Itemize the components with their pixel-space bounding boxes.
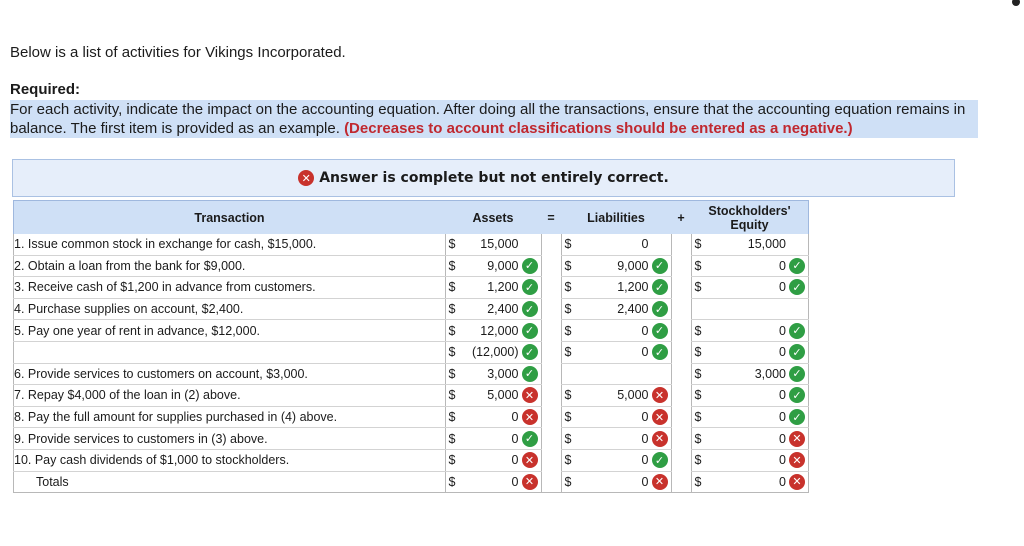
assets-input[interactable]: 0: [511, 474, 519, 489]
assets-input[interactable]: 0: [511, 431, 519, 446]
operator-spacer: [541, 385, 561, 407]
transaction-label: 9. Provide services to customers in (3) above.: [14, 428, 446, 450]
table-row: [14, 449, 809, 471]
liabilities-cell: [561, 406, 671, 428]
incorrect-icon: ✕: [652, 409, 668, 425]
dollar-sign: $: [564, 410, 572, 425]
operator-spacer: [541, 320, 561, 342]
operator-spacer: [671, 385, 691, 407]
check-icon: ✓: [789, 366, 805, 382]
assets-cell: [445, 320, 541, 342]
transaction-label: 2. Obtain a loan from the bank for $9,000.: [14, 255, 446, 277]
dollar-sign: $: [564, 323, 572, 338]
transaction-label: 8. Pay the full amount for supplies purchased in (4) above.: [14, 406, 446, 428]
check-icon: ✓: [522, 366, 538, 382]
liabilities-cell: [561, 471, 671, 493]
liabilities-cell: [561, 341, 671, 363]
dollar-sign: $: [448, 323, 456, 338]
dollar-sign: $: [694, 474, 702, 489]
equity-input[interactable]: 0: [779, 410, 786, 425]
transaction-label: 10. Pay cash dividends of $1,000 to stockholders.: [14, 449, 446, 471]
transaction-label: 4. Purchase supplies on account, $2,400.: [14, 298, 446, 320]
operator-spacer: [541, 428, 561, 450]
check-icon: ✓: [652, 344, 668, 360]
required-label: Required:: [10, 81, 81, 98]
incorrect-icon: ✕: [522, 452, 538, 468]
operator-spacer: [541, 298, 561, 320]
dollar-sign: $: [694, 366, 702, 381]
liabilities-input[interactable]: 0: [641, 474, 649, 489]
transaction-label: Totals: [14, 471, 446, 493]
equity-input[interactable]: 0: [779, 258, 786, 273]
check-icon: ✓: [522, 279, 538, 295]
operator-spacer: [671, 341, 691, 363]
header-liabilities: Liabilities: [561, 201, 671, 235]
incorrect-icon: ✕: [298, 170, 314, 186]
liabilities-cell: [561, 298, 671, 320]
table-row: [14, 471, 809, 493]
dollar-sign: $: [694, 258, 702, 273]
check-icon: ✓: [789, 323, 805, 339]
equity-input[interactable]: 15,000: [747, 237, 786, 252]
liabilities-cell: [561, 320, 671, 342]
intro-text: Below is a list of activities for Vikings Incorporated.: [10, 44, 346, 61]
liabilities-input[interactable]: 0: [641, 323, 649, 338]
table-row: [14, 363, 809, 385]
operator-spacer: [541, 234, 561, 255]
assets-input[interactable]: 0: [511, 453, 519, 468]
operator-spacer: [671, 277, 691, 299]
table-row: [14, 406, 809, 428]
liabilities-input[interactable]: 5,000: [617, 388, 649, 403]
accounting-equation-table: [13, 200, 809, 493]
dollar-sign: $: [694, 431, 702, 446]
operator-spacer: [541, 277, 561, 299]
liabilities-input[interactable]: 9,000: [617, 258, 649, 273]
equity-input[interactable]: 3,000: [754, 366, 786, 381]
equity-cell: [691, 298, 809, 320]
dollar-sign: $: [448, 366, 456, 381]
operator-spacer: [671, 471, 691, 493]
incorrect-icon: ✕: [789, 431, 805, 447]
check-icon: ✓: [789, 409, 805, 425]
check-icon: ✓: [789, 344, 805, 360]
assets-cell: [445, 363, 541, 385]
equity-input[interactable]: 0: [779, 388, 786, 403]
dollar-sign: $: [694, 323, 702, 338]
operator-spacer: [671, 428, 691, 450]
dollar-sign: $: [564, 345, 572, 360]
operator-spacer: [541, 406, 561, 428]
corner-dot-icon: [1012, 0, 1020, 6]
dollar-sign: $: [448, 280, 456, 295]
dollar-sign: $: [448, 388, 456, 403]
required-text: For each activity, indicate the impact on the accounting equation. After doing all the transactions, ensure that the accounting equation remains in balance. The first item is provided as an example.: [10, 101, 966, 137]
header-assets: Assets: [445, 201, 541, 235]
header-transaction: Transaction: [14, 201, 446, 235]
equity-input[interactable]: 0: [779, 474, 786, 489]
incorrect-icon: ✕: [522, 409, 538, 425]
check-icon: ✓: [522, 431, 538, 447]
dollar-sign: $: [564, 453, 572, 468]
transaction-label: 5. Pay one year of rent in advance, $12,000.: [14, 320, 446, 342]
dollar-sign: $: [694, 410, 702, 425]
table-row: [14, 277, 809, 299]
liabilities-cell: [561, 255, 671, 277]
dollar-sign: $: [564, 431, 572, 446]
assets-input[interactable]: (12,000): [471, 345, 519, 360]
assets-input[interactable]: 0: [511, 410, 519, 425]
required-instructions: [10, 100, 978, 138]
assets-input[interactable]: 15,000: [480, 237, 519, 252]
liabilities-cell: [561, 449, 671, 471]
dollar-sign: $: [448, 474, 456, 489]
dollar-sign: $: [694, 237, 702, 252]
equity-cell: [691, 428, 809, 450]
check-icon: ✓: [789, 279, 805, 295]
incorrect-icon: ✕: [652, 387, 668, 403]
assets-cell: [445, 385, 541, 407]
check-icon: ✓: [652, 301, 668, 317]
header-plus: +: [671, 201, 691, 235]
dollar-sign: $: [694, 345, 702, 360]
dollar-sign: $: [448, 237, 456, 252]
operator-spacer: [671, 449, 691, 471]
operator-spacer: [541, 449, 561, 471]
assets-cell: [445, 234, 541, 255]
check-icon: ✓: [652, 258, 668, 274]
dollar-sign: $: [694, 280, 702, 295]
equity-input[interactable]: 0: [779, 431, 786, 446]
table-header-row: [14, 201, 809, 235]
liabilities-cell: [561, 234, 671, 255]
check-icon: ✓: [522, 258, 538, 274]
dollar-sign: $: [564, 280, 572, 295]
operator-spacer: [671, 406, 691, 428]
dollar-sign: $: [448, 345, 456, 360]
transaction-label: 6. Provide services to customers on account, $3,000.: [14, 363, 446, 385]
check-icon: ✓: [522, 344, 538, 360]
table-row: [14, 298, 809, 320]
liabilities-input[interactable]: 0: [641, 345, 649, 360]
check-icon: ✓: [789, 387, 805, 403]
dollar-sign: $: [564, 302, 572, 317]
transaction-label: 7. Repay $4,000 of the loan in (2) above.: [14, 385, 446, 407]
operator-spacer: [671, 363, 691, 385]
equity-cell: [691, 406, 809, 428]
banner-text: Answer is complete but not entirely correct.: [319, 170, 669, 186]
incorrect-icon: ✕: [652, 474, 668, 490]
assets-cell: [445, 406, 541, 428]
assets-cell: [445, 298, 541, 320]
assets-input[interactable]: 2,400: [487, 302, 519, 317]
assets-input[interactable]: 9,000: [487, 258, 519, 273]
dollar-sign: $: [564, 258, 572, 273]
incorrect-icon: ✕: [522, 474, 538, 490]
required-note: (Decreases to account classifications should be entered as a negative.): [344, 120, 853, 137]
assets-input[interactable]: 3,000: [487, 366, 519, 381]
liabilities-input[interactable]: 0: [641, 453, 649, 468]
equity-input[interactable]: 0: [779, 323, 786, 338]
operator-spacer: [671, 298, 691, 320]
liabilities-input[interactable]: 1,200: [617, 280, 649, 295]
equity-cell: [691, 277, 809, 299]
operator-spacer: [541, 471, 561, 493]
operator-spacer: [541, 363, 561, 385]
equity-input[interactable]: 0: [779, 453, 786, 468]
equity-input[interactable]: 0: [779, 345, 786, 360]
result-banner: [12, 159, 955, 197]
equity-cell: [691, 234, 809, 255]
incorrect-icon: ✕: [522, 387, 538, 403]
check-icon: ✓: [652, 323, 668, 339]
liabilities-input[interactable]: 0: [641, 431, 649, 446]
assets-input[interactable]: 5,000: [487, 388, 519, 403]
dollar-sign: $: [564, 388, 572, 403]
transaction-label: 1. Issue common stock in exchange for cash, $15,000.: [14, 234, 446, 255]
header-equals: =: [541, 201, 561, 235]
assets-cell: [445, 255, 541, 277]
check-icon: ✓: [652, 452, 668, 468]
transaction-label: 3. Receive cash of $1,200 in advance from customers.: [14, 277, 446, 299]
liabilities-input[interactable]: 2,400: [617, 302, 649, 317]
incorrect-icon: ✕: [652, 431, 668, 447]
table-row: [14, 428, 809, 450]
liabilities-cell: [561, 428, 671, 450]
dollar-sign: $: [448, 453, 456, 468]
dollar-sign: $: [448, 302, 456, 317]
table-row: [14, 255, 809, 277]
equity-input[interactable]: 0: [779, 280, 786, 295]
dollar-sign: $: [448, 258, 456, 273]
check-icon: ✓: [789, 258, 805, 274]
dollar-sign: $: [564, 237, 572, 252]
equity-cell: [691, 385, 809, 407]
transaction-label: [14, 341, 446, 363]
liabilities-cell: [561, 363, 671, 385]
table-row: [14, 234, 809, 255]
dollar-sign: $: [448, 410, 456, 425]
assets-cell: [445, 428, 541, 450]
table-row: [14, 320, 809, 342]
check-icon: ✓: [652, 279, 668, 295]
operator-spacer: [671, 234, 691, 255]
incorrect-icon: ✕: [789, 474, 805, 490]
operator-spacer: [541, 255, 561, 277]
operator-spacer: [671, 320, 691, 342]
assets-cell: [445, 449, 541, 471]
assets-input[interactable]: 12,000: [480, 323, 519, 338]
incorrect-icon: ✕: [789, 452, 805, 468]
liabilities-cell: [561, 385, 671, 407]
operator-spacer: [541, 341, 561, 363]
liabilities-cell: [561, 277, 671, 299]
equity-cell: [691, 255, 809, 277]
operator-spacer: [671, 255, 691, 277]
dollar-sign: $: [448, 431, 456, 446]
liabilities-input[interactable]: 0: [641, 410, 649, 425]
equity-cell: [691, 449, 809, 471]
dollar-sign: $: [564, 474, 572, 489]
assets-input[interactable]: 1,200: [487, 280, 519, 295]
dollar-sign: $: [694, 388, 702, 403]
equity-cell: [691, 471, 809, 493]
dollar-sign: $: [694, 453, 702, 468]
assets-cell: [445, 471, 541, 493]
check-icon: ✓: [522, 301, 538, 317]
table-row: [14, 341, 809, 363]
header-equity: Stockholders' Equity: [691, 201, 809, 235]
liabilities-input[interactable]: 0: [641, 237, 649, 252]
equity-cell: [691, 341, 809, 363]
equity-cell: [691, 320, 809, 342]
assets-cell: [445, 277, 541, 299]
table-row: [14, 385, 809, 407]
assets-cell: [445, 341, 541, 363]
check-icon: ✓: [522, 323, 538, 339]
equity-cell: [691, 363, 809, 385]
